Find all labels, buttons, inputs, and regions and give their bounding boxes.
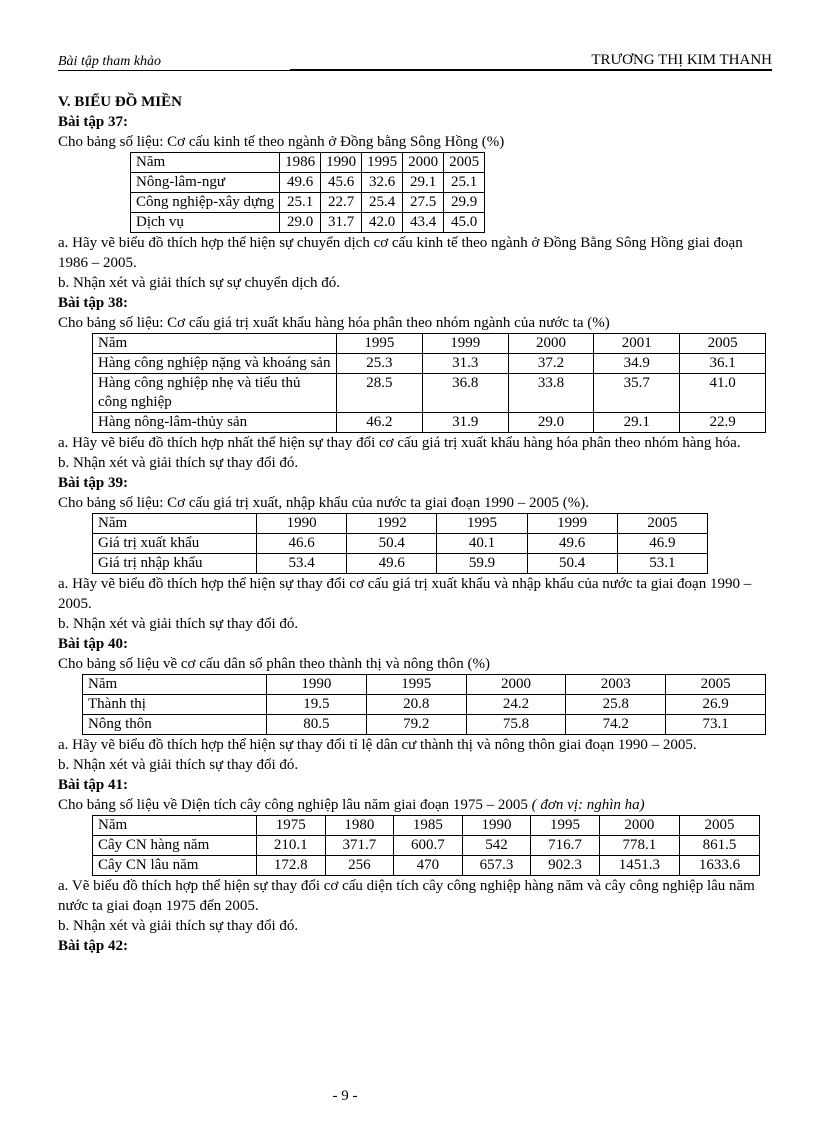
table-cell: 28.5 [337, 374, 423, 413]
table-cell: 29.1 [403, 173, 444, 193]
table-cell: 45.6 [321, 173, 362, 193]
table-header-cell: 1995 [366, 675, 466, 695]
table-cell: 35.7 [594, 374, 680, 413]
table-row [131, 213, 485, 233]
table-cell: 49.6 [280, 173, 321, 193]
table-cell: 657.3 [462, 856, 531, 876]
table-cell: 26.9 [666, 695, 766, 715]
table-cell: 31.7 [321, 213, 362, 233]
table-header-cell: 1995 [437, 514, 527, 534]
table-row [93, 413, 766, 433]
table-header-cell: 2005 [444, 153, 485, 173]
ex40-question-a: a. Hãy vẽ biểu đồ thích hợp thể hiện sự thay đổi tỉ lệ dân cư thành thị và nông thôn giai đoạn 1990 – 2005. [58, 737, 697, 753]
table-cell: 778.1 [599, 836, 679, 856]
table-header-cell: Năm [93, 334, 337, 354]
table-cell: 542 [462, 836, 531, 856]
table-header-cell: 2001 [594, 334, 680, 354]
table-header-cell: Năm [83, 675, 267, 695]
table-cell: 371.7 [325, 836, 394, 856]
ex37-table [130, 152, 485, 233]
table-cell: 45.0 [444, 213, 485, 233]
ex37-question-b: b. Nhận xét và giải thích sự sự chuyển dịch đó. [58, 275, 341, 291]
ex40-table [82, 674, 766, 735]
table-header-cell: Năm [93, 816, 257, 836]
table-cell: 25.8 [566, 695, 666, 715]
table-header-cell: Năm [93, 514, 257, 534]
table-header-cell: 1995 [337, 334, 423, 354]
header-author: TRƯƠNG THỊ KIM THANH [591, 52, 772, 68]
table-cell: 53.1 [617, 554, 707, 574]
table-header-cell: 2005 [680, 334, 766, 354]
table-header-cell: 1986 [280, 153, 321, 173]
table-cell: 27.5 [403, 193, 444, 213]
ex40-intro: Cho bảng số liệu về cơ cấu dân số phân theo thành thị và nông thôn (%) [58, 656, 491, 672]
ex38-question-a: a. Hãy vẽ biểu đồ thích hợp nhất thể hiện sự thay đổi cơ cấu giá trị xuất khẩu hàng hóa phân theo nhóm hàng hóa. [58, 435, 741, 451]
table-cell: 33.8 [508, 374, 594, 413]
table-header-cell: 1995 [362, 153, 403, 173]
table-header-cell: 2000 [508, 334, 594, 354]
table-row [83, 715, 766, 735]
ex38-table-header-row [93, 334, 766, 354]
ex41-question-a: a. Vẽ biểu đồ thích hợp thể hiện sự thay đổi cơ cấu diện tích cây công nghiệp hàng năm và cây công nghiệp lâu năm nước ta giai đoạn 1975 đến 2005. [58, 878, 755, 914]
table-row [83, 695, 766, 715]
table-header-cell: 2005 [617, 514, 707, 534]
table-row-label: Giá trị xuất khẩu [93, 534, 257, 554]
table-cell: 40.1 [437, 534, 527, 554]
ex41-title: Bài tập 41: [58, 777, 129, 793]
table-row-label: Thành thị [83, 695, 267, 715]
table-cell: 902.3 [531, 856, 600, 876]
ex37-question-a: a. Hãy vẽ biểu đồ thích hợp thể hiện sự chuyển dịch cơ cấu kinh tế theo ngành ở Đồng Bằng Sông Hồng giai đoạn 1986 – 2005. [58, 235, 743, 271]
ex38-question-b: b. Nhận xét và giải thích sự thay đổi đó. [58, 455, 299, 471]
ex37-title: Bài tập 37: [58, 114, 129, 130]
table-cell: 25.3 [337, 354, 423, 374]
table-cell: 37.2 [508, 354, 594, 374]
table-header-cell: 1980 [325, 816, 394, 836]
table-header-cell: 1990 [267, 675, 367, 695]
table-header-cell: 1995 [531, 816, 600, 836]
table-header-cell: Năm [131, 153, 280, 173]
table-cell: 41.0 [680, 374, 766, 413]
table-header-cell: 1992 [347, 514, 437, 534]
table-row [131, 193, 485, 213]
table-cell: 31.9 [422, 413, 508, 433]
table-cell: 79.2 [366, 715, 466, 735]
table-cell: 29.9 [444, 193, 485, 213]
ex39-question-a: a. Hãy vẽ biểu đồ thích hợp thể hiện sự thay đổi cơ cấu giá trị xuất khẩu và nhập khẩu của nước ta giai đoạn 1990 – 2005. [58, 576, 752, 612]
table-cell: 50.4 [347, 534, 437, 554]
ex38-title: Bài tập 38: [58, 295, 129, 311]
table-header-cell: 1990 [257, 514, 347, 534]
ex37-table-header-row [131, 153, 485, 173]
table-cell: 49.6 [527, 534, 617, 554]
section-title: V. BIỂU ĐỒ MIỀN [58, 94, 182, 110]
table-header-cell: 2000 [466, 675, 566, 695]
table-cell: 861.5 [679, 836, 759, 856]
table-row [131, 173, 485, 193]
table-cell: 50.4 [527, 554, 617, 574]
table-header-cell: 2005 [679, 816, 759, 836]
ex42-title: Bài tập 42: [58, 938, 129, 954]
table-row-label: Nông-lâm-ngư [131, 173, 280, 193]
table-cell: 34.9 [594, 354, 680, 374]
ex41-intro [58, 795, 772, 815]
ex39-table-header-row [93, 514, 708, 534]
ex41-intro-unit: ( đơn vị: nghìn ha) [531, 797, 645, 813]
table-cell: 75.8 [466, 715, 566, 735]
ex39-title: Bài tập 39: [58, 475, 129, 491]
table-cell: 36.8 [422, 374, 508, 413]
table-header-cell: 2005 [666, 675, 766, 695]
table-cell: 29.0 [280, 213, 321, 233]
table-cell: 46.6 [257, 534, 347, 554]
table-row [93, 554, 708, 574]
ex37-intro: Cho bảng số liệu: Cơ cấu kinh tế theo ngành ở Đồng bằng Sông Hồng (%) [58, 134, 505, 150]
table-header-cell: 2000 [403, 153, 444, 173]
table-header-cell: 1999 [527, 514, 617, 534]
ex38-table [92, 333, 766, 433]
ex41-question-b: b. Nhận xét và giải thích sự thay đổi đó. [58, 918, 299, 934]
table-row [93, 836, 760, 856]
table-row-label: Nông thôn [83, 715, 267, 735]
table-cell: 25.1 [444, 173, 485, 193]
table-header-cell: 1999 [422, 334, 508, 354]
table-cell: 31.3 [422, 354, 508, 374]
table-cell: 42.0 [362, 213, 403, 233]
table-cell: 74.2 [566, 715, 666, 735]
table-header-cell: 1990 [462, 816, 531, 836]
table-header-cell: 2000 [599, 816, 679, 836]
table-cell: 24.2 [466, 695, 566, 715]
table-cell: 256 [325, 856, 394, 876]
table-row-label: Cây CN lâu năm [93, 856, 257, 876]
table-row [93, 374, 766, 413]
table-cell: 29.1 [594, 413, 680, 433]
table-cell: 716.7 [531, 836, 600, 856]
table-row [93, 534, 708, 554]
table-cell: 46.9 [617, 534, 707, 554]
table-header-cell: 2003 [566, 675, 666, 695]
ex40-question-b: b. Nhận xét và giải thích sự thay đổi đó. [58, 757, 299, 773]
table-row-label: Cây CN hàng năm [93, 836, 257, 856]
table-cell: 80.5 [267, 715, 367, 735]
table-cell: 36.1 [680, 354, 766, 374]
header-left: Bài tập tham khảo [58, 54, 162, 69]
table-cell: 32.6 [362, 173, 403, 193]
table-cell: 25.1 [280, 193, 321, 213]
table-cell: 43.4 [403, 213, 444, 233]
table-row [93, 354, 766, 374]
table-cell: 210.1 [257, 836, 326, 856]
table-cell: 59.9 [437, 554, 527, 574]
table-row-label: Công nghiệp-xây dựng [131, 193, 280, 213]
ex40-table-header-row [83, 675, 766, 695]
ex40-title: Bài tập 40: [58, 636, 129, 652]
table-header-cell: 1985 [394, 816, 463, 836]
table-row-label: Hàng nông-lâm-thủy sản [93, 413, 337, 433]
table-row [93, 856, 760, 876]
table-cell: 600.7 [394, 836, 463, 856]
table-row-label: Hàng công nghiệp nặng và khoáng sản [93, 354, 337, 374]
table-cell: 22.9 [680, 413, 766, 433]
table-cell: 29.0 [508, 413, 594, 433]
ex39-question-b: b. Nhận xét và giải thích sự thay đổi đó. [58, 616, 299, 632]
table-cell: 22.7 [321, 193, 362, 213]
ex39-intro: Cho bảng số liệu: Cơ cấu giá trị xuất, nhập khẩu của nước ta giai đoạn 1990 – 2005 (%). [58, 495, 589, 511]
table-cell: 1633.6 [679, 856, 759, 876]
table-cell: 172.8 [257, 856, 326, 876]
table-cell: 470 [394, 856, 463, 876]
header-rule-thick [290, 69, 772, 71]
ex41-table-header-row [93, 816, 760, 836]
table-cell: 53.4 [257, 554, 347, 574]
ex39-table [92, 513, 708, 574]
table-row-label: Giá trị nhập khẩu [93, 554, 257, 574]
table-cell: 19.5 [267, 695, 367, 715]
ex38-intro: Cho bảng số liệu: Cơ cấu giá trị xuất khẩu hàng hóa phân theo nhóm ngành của nước ta (%) [58, 315, 610, 331]
table-row-label: Hàng công nghiệp nhẹ và tiểu thủ công nghiệp [93, 374, 337, 413]
content [58, 92, 772, 956]
table-cell: 1451.3 [599, 856, 679, 876]
table-cell: 20.8 [366, 695, 466, 715]
table-header-cell: 1990 [321, 153, 362, 173]
table-cell: 25.4 [362, 193, 403, 213]
table-cell: 46.2 [337, 413, 423, 433]
ex41-table [92, 815, 760, 876]
table-cell: 73.1 [666, 715, 766, 735]
table-header-cell: 1975 [257, 816, 326, 836]
ex41-intro-text: Cho bảng số liệu về Diện tích cây công nghiệp lâu năm giai đoạn 1975 – 2005 [58, 797, 528, 813]
table-cell: 49.6 [347, 554, 437, 574]
page-number: - 9 - [332, 1088, 358, 1104]
table-row-label: Dịch vụ [131, 213, 280, 233]
